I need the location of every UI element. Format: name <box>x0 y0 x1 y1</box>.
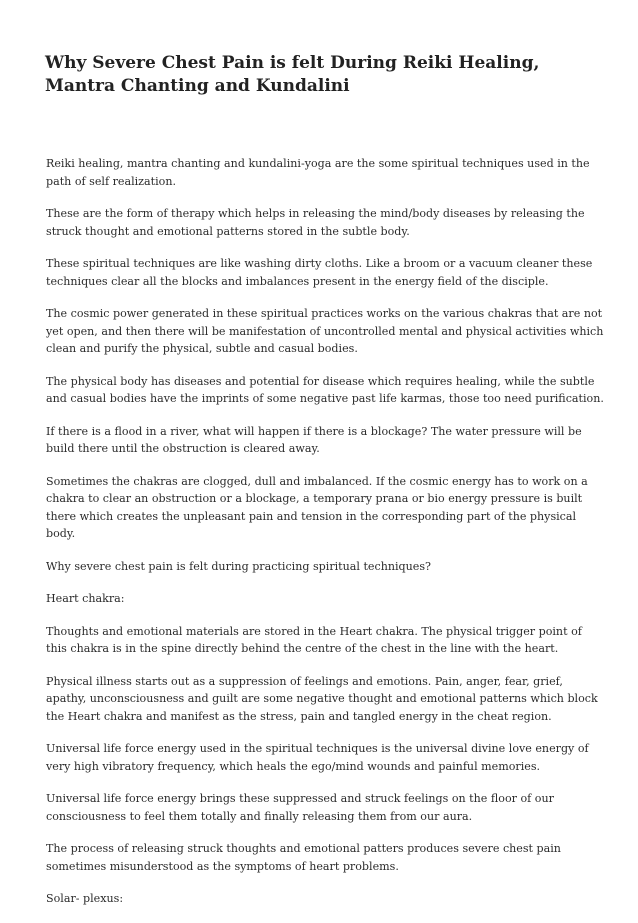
paragraph: Sometimes the chakras are clogged, dull and imbalanced. If the cosmic energy has to work on a chakra to clear an obstruction or a blockage, a temporary prana or bio energy pressure is built there which creates the unpleasant pain and tension in the corresponding part of the physical body. <box>46 474 588 540</box>
paragraph: Why severe chest pain is felt during practicing spiritual techniques? <box>46 559 431 573</box>
paragraph: Thoughts and emotional materials are stored in the Heart chakra. The physical trigger point of this chakra is in the spine directly behind the centre of the chest in the line with the heart. <box>46 624 582 655</box>
section-heading-heart-chakra: Heart chakra: <box>46 592 125 605</box>
paragraph: Reiki healing, mantra chanting and kundalini-yoga are the some spiritual techniques used in the path of self realization. <box>46 157 590 188</box>
paragraph: Universal life force energy brings these suppressed and struck feelings on the floor of our consciousness to feel them totally and finally releasing them from our aura. <box>46 792 554 823</box>
document-body <box>46 155 606 923</box>
document-title: Why Severe Chest Pain is felt During Reiki Healing, Mantra Chanting and Kundalini <box>45 53 540 96</box>
paragraph: The cosmic power generated in these spiritual practices works on the various chakras that are not yet open, and then there will be manifestation of uncontrolled mental and physical activities which clean and purify the physical, subtle and casual bodies. <box>46 307 604 355</box>
paragraph: These spiritual techniques are like washing dirty cloths. Like a broom or a vacuum cleaner these techniques clear all the blocks and imbalances present in the energy field of the disciple. <box>46 257 593 288</box>
paragraph: Physical illness starts out as a suppression of feelings and emotions. Pain, anger, fear, grief, apathy, unconsciousness and guilt are some negative thought and emotional patterns which block the Heart chakra and manifest as the stress, pain and tangled energy in the cheat region. <box>46 674 598 723</box>
paragraph: The physical body has diseases and potential for disease which requires healing, while the subtle and casual bodies have the imprints of some negative past life karmas, those too need purification. <box>46 374 604 405</box>
paragraph: If there is a flood in a river, what will happen if there is a blockage? The water pressure will be build there until the obstruction is cleared away. <box>46 424 582 455</box>
paragraph: Universal life force energy used in the spiritual techniques is the universal divine love energy of very high vibratory frequency, which heals the ego/mind wounds and painful memories. <box>46 742 589 773</box>
section-heading-solar-plexus: Solar- plexus: <box>46 892 124 905</box>
paragraph: These are the form of therapy which helps in releasing the mind/body diseases by releasing the struck thought and emotional patterns stored in the subtle body. <box>46 207 585 238</box>
paragraph: The process of releasing struck thoughts and emotional patters produces severe chest pain sometimes misunderstood as the symptoms of heart problems. <box>46 842 561 873</box>
